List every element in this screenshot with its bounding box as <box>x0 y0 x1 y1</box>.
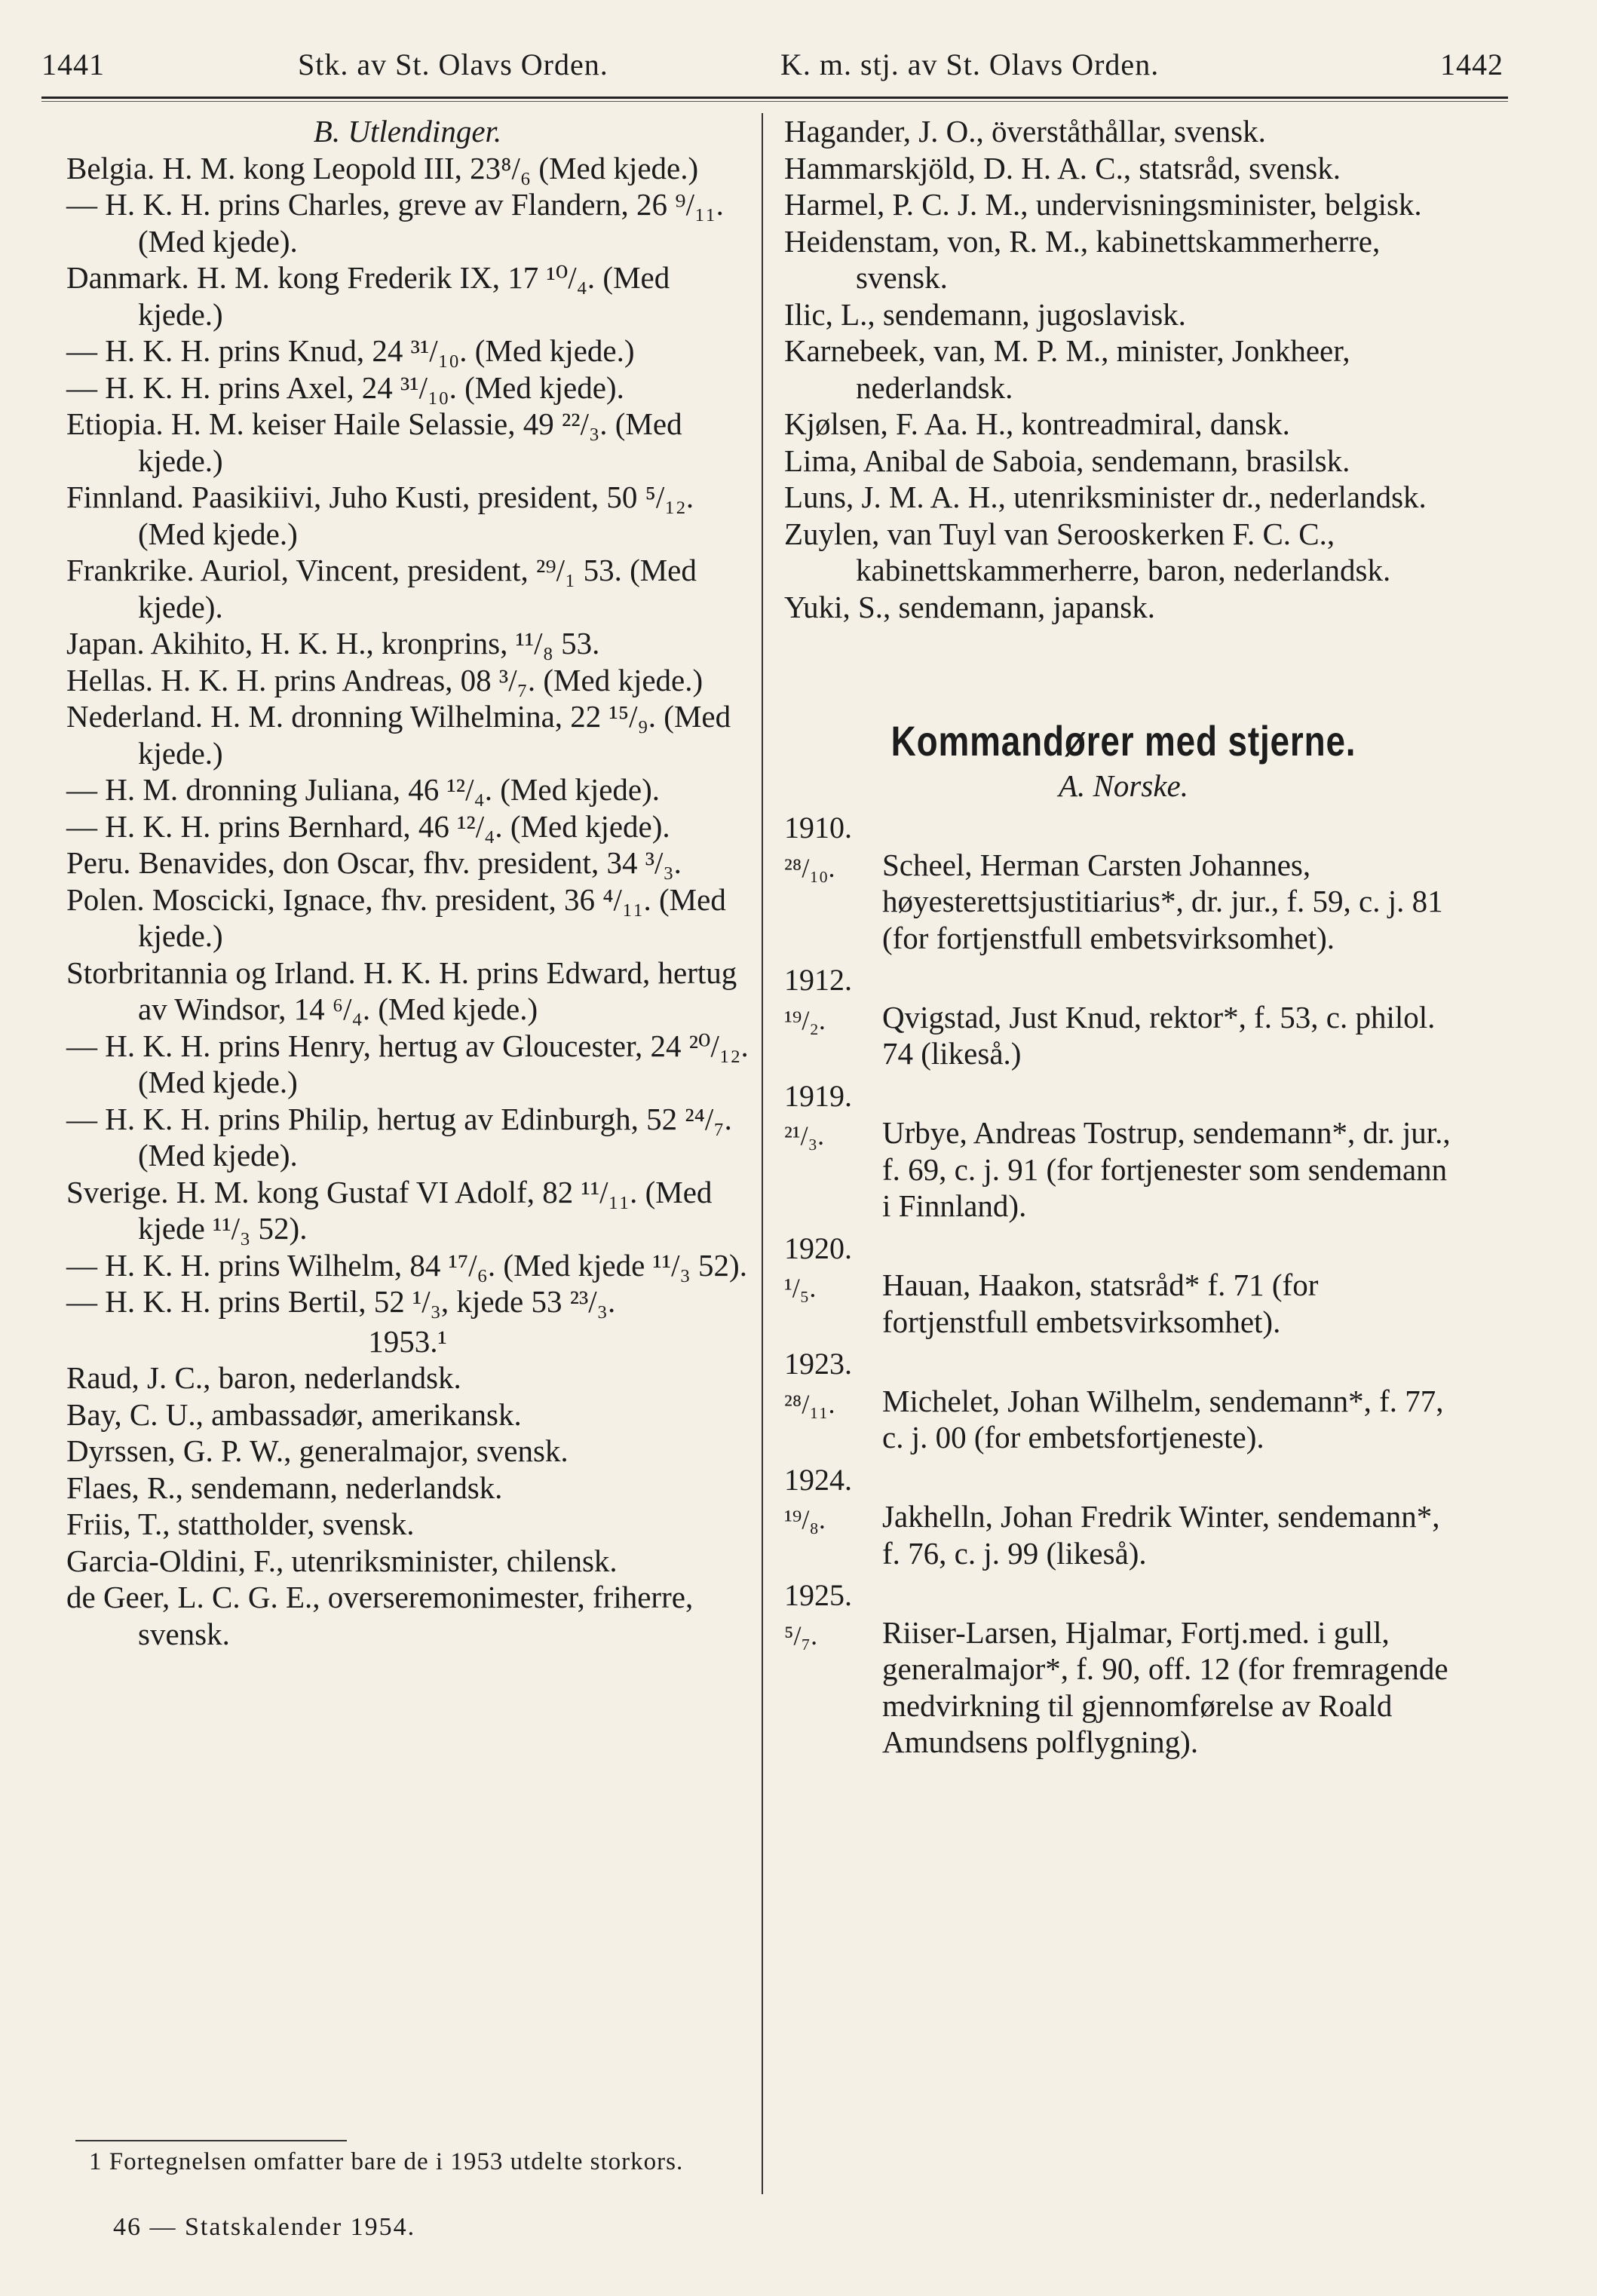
list-item: Hammarskjöld, D. H. A. C., statsråd, svensk. <box>784 150 1341 185</box>
list-item: Harmel, P. C. J. M., undervisningsminister, belgisk. <box>784 187 1422 222</box>
list-item: Raud, J. C., baron, nederlandsk. <box>66 1360 461 1395</box>
list-item: — H. K. H. prins Philip, hertug av Edinburgh, 52 ²⁴/₇. (Med kjede). <box>66 1101 732 1173</box>
entry-date: ²¹/₃. <box>784 1120 825 1151</box>
dated-entry <box>784 1383 1463 1456</box>
right-column <box>784 113 1463 1761</box>
header-rule-thin <box>41 101 1508 102</box>
list-item: Flaes, R., sendemann, nederlandsk. <box>66 1470 503 1505</box>
list-item: Finnland. Paasikiivi, Juho Kusti, president, 50 ⁵/₁₂. (Med kjede.) <box>66 480 694 551</box>
entry-text: Scheel, Herman Carsten Johannes, høyesterettsjustitiarius*, dr. jur., f. 59, c. j. 81 (for fortjenstfull embetsvirksomhet). <box>882 847 1443 955</box>
list-item: Yuki, S., sendemann, japansk. <box>784 589 1155 624</box>
list-item: Japan. Akihito, H. K. H., kronprins, ¹¹/₈ 53. <box>66 626 600 661</box>
list-item: — H. K. H. prins Bertil, 52 ¹/₃, kjede 53 ²³/₃. <box>66 1284 616 1319</box>
entry-date: ²⁸/₁₁. <box>784 1388 835 1419</box>
list-item: Zuylen, van Tuyl van Serooskerken F. C. C., kabinettskammerherre, baron, nederlandsk. <box>784 516 1391 587</box>
running-title-left: Stk. av St. Olavs Orden. <box>298 48 608 81</box>
list-item: Etiopia. H. M. keiser Haile Selassie, 49 ²²/₃. (Med kjede.) <box>66 406 682 478</box>
list-item: Frankrike. Auriol, Vincent, president, ²⁹/₁ 53. (Med kjede). <box>66 553 697 624</box>
list-item: Heidenstam, von, R. M., kabinettskammerherre, svensk. <box>784 223 1381 295</box>
list-item: — H. K. H. prins Knud, 24 ³¹/₁₀. (Med kjede.) <box>66 333 635 368</box>
list-item: Nederland. H. M. dronning Wilhelmina, 22 ¹⁵/₉. (Med kjede.) <box>66 699 731 771</box>
year-heading: 1923. <box>784 1347 852 1381</box>
list-item: Hagander, J. O., överståthållar, svensk. <box>784 114 1266 149</box>
entry-list-1953 <box>66 1360 749 1652</box>
list-item: de Geer, L. C. G. E., overseremonimester, friherre, svensk. <box>66 1580 694 1651</box>
entry-text: Urbye, Andreas Tostrup, sendemann*, dr. jur., f. 69, c. j. 91 (for fortjenester som sendemann i Finnland). <box>882 1115 1451 1223</box>
list-item: — H. K. H. prins Henry, hertug av Gloucester, 24 ²⁰/₁₂. (Med kjede.) <box>66 1028 749 1099</box>
list-item: — H. M. dronning Juliana, 46 ¹²/₄. (Med kjede). <box>66 772 661 807</box>
list-item: — H. K. H. prins Charles, greve av Flandern, 26 ⁹/₁₁. (Med kjede). <box>66 187 724 259</box>
list-item: Karnebeek, van, M. P. M., minister, Jonkheer, nederlandsk. <box>784 333 1350 405</box>
year-heading: 1953.¹ <box>368 1323 447 1359</box>
dated-entry <box>784 1114 1463 1225</box>
entry-text: Qvigstad, Just Knud, rektor*, f. 53, c. philol. 74 (likeså.) <box>882 999 1436 1071</box>
section-heading: Kommandører med stjerne. <box>890 717 1356 765</box>
list-item: Bay, C. U., ambassadør, amerikansk. <box>66 1396 522 1432</box>
list-item: Garcia-Oldini, F., utenriksminister, chilensk. <box>66 1543 618 1578</box>
list-item: Peru. Benavides, don Oscar, fhv. president, 34 ³/₃. <box>66 845 682 880</box>
subsection-title: A. Norske. <box>1059 768 1188 803</box>
year-heading: 1910. <box>784 811 852 845</box>
list-item: Kjølsen, F. Aa. H., kontreadmiral, dansk. <box>784 406 1290 441</box>
year-heading: 1920. <box>784 1231 852 1265</box>
entry-text: Riiser-Larsen, Hjalmar, Fortj.med. i gull, generalmajor*, f. 90, off. 12 (for fremragende medvirkning til gjennomførelse av Roald Amundsens polflygning). <box>882 1614 1448 1759</box>
entry-text: Jakhelln, Johan Fredrik Winter, sendemann*, f. 76, c. j. 99 (likeså). <box>882 1499 1440 1571</box>
page-number-right: 1442 <box>1440 48 1504 81</box>
list-item: — H. K. H. prins Wilhelm, 84 ¹⁷/₆. (Med kjede ¹¹/₃ 52). <box>66 1247 747 1283</box>
list-item: Sverige. H. M. kong Gustaf VI Adolf, 82 ¹¹/₁₁. (Med kjede ¹¹/₃ 52). <box>66 1174 713 1246</box>
entry-list-right <box>784 113 1463 625</box>
column-divider <box>762 113 763 2194</box>
list-item: Luns, J. M. A. H., utenriksminister dr., nederlandsk. <box>784 480 1427 514</box>
year-heading: 1919. <box>784 1078 852 1113</box>
list-item: Friis, T., stattholder, svensk. <box>66 1507 415 1541</box>
year-heading: 1912. <box>784 963 852 997</box>
entry-date: ¹/₅. <box>784 1273 817 1303</box>
running-title-right: K. m. stj. av St. Olavs Orden. <box>780 48 1160 81</box>
dated-entry <box>784 847 1463 957</box>
list-item: Belgia. H. M. kong Leopold III, 23⁸/₆ (Med kjede.) <box>66 150 699 185</box>
list-item: Dyrssen, G. P. W., generalmajor, svensk. <box>66 1433 569 1468</box>
entry-list <box>66 150 749 1320</box>
left-column <box>66 113 749 1652</box>
header-rule <box>41 97 1508 99</box>
dated-entry <box>784 999 1463 1072</box>
list-item: Lima, Anibal de Saboia, sendemann, brasilsk. <box>784 443 1350 478</box>
entry-date: ¹⁹/₂. <box>784 1004 826 1035</box>
page-footer: 46 — Statskalender 1954. <box>113 2213 416 2241</box>
footnote: 1 Fortegnelsen omfatter bare de i 1953 utdelte storkors. <box>89 2148 684 2175</box>
list-item: Hellas. H. K. H. prins Andreas, 08 ³/₇. (Med kjede.) <box>66 662 703 697</box>
entry-date: ¹⁹/₈. <box>784 1504 826 1534</box>
entry-text: Michelet, Johan Wilhelm, sendemann*, f. 77, c. j. 00 (for embetsfortjeneste). <box>882 1383 1444 1455</box>
list-item: Danmark. H. M. kong Frederik IX, 17 ¹⁰/₄. (Med kjede.) <box>66 260 670 332</box>
entry-text: Hauan, Haakon, statsråd* f. 71 (for fortjenstfull embetsvirksomhet). <box>882 1268 1319 1339</box>
dated-list <box>784 810 1463 1761</box>
footnote-rule <box>75 2140 347 2141</box>
running-header <box>41 47 1557 92</box>
list-item: — H. K. H. prins Bernhard, 46 ¹²/₄. (Med kjede). <box>66 808 670 844</box>
dated-entry <box>784 1498 1463 1571</box>
dated-entry <box>784 1614 1463 1761</box>
list-item: Polen. Moscicki, Ignace, fhv. president, 36 ⁴/₁₁. (Med kjede.) <box>66 881 726 953</box>
entry-date: ⁵/₇. <box>784 1620 818 1651</box>
entry-date: ²⁸/₁₀. <box>784 852 835 883</box>
list-item: Ilic, L., sendemann, jugoslavisk. <box>784 296 1186 332</box>
section-title: B. Utlendinger. <box>313 114 502 149</box>
list-item: Storbritannia og Irland. H. K. H. prins Edward, hertug av Windsor, 14 ⁶/₄. (Med kjede.) <box>66 955 737 1026</box>
list-item: — H. K. H. prins Axel, 24 ³¹/₁₀. (Med kjede). <box>66 369 624 405</box>
dated-entry <box>784 1267 1463 1340</box>
year-heading: 1924. <box>784 1462 852 1497</box>
page-number-left: 1441 <box>41 48 105 81</box>
year-heading: 1925. <box>784 1578 852 1612</box>
